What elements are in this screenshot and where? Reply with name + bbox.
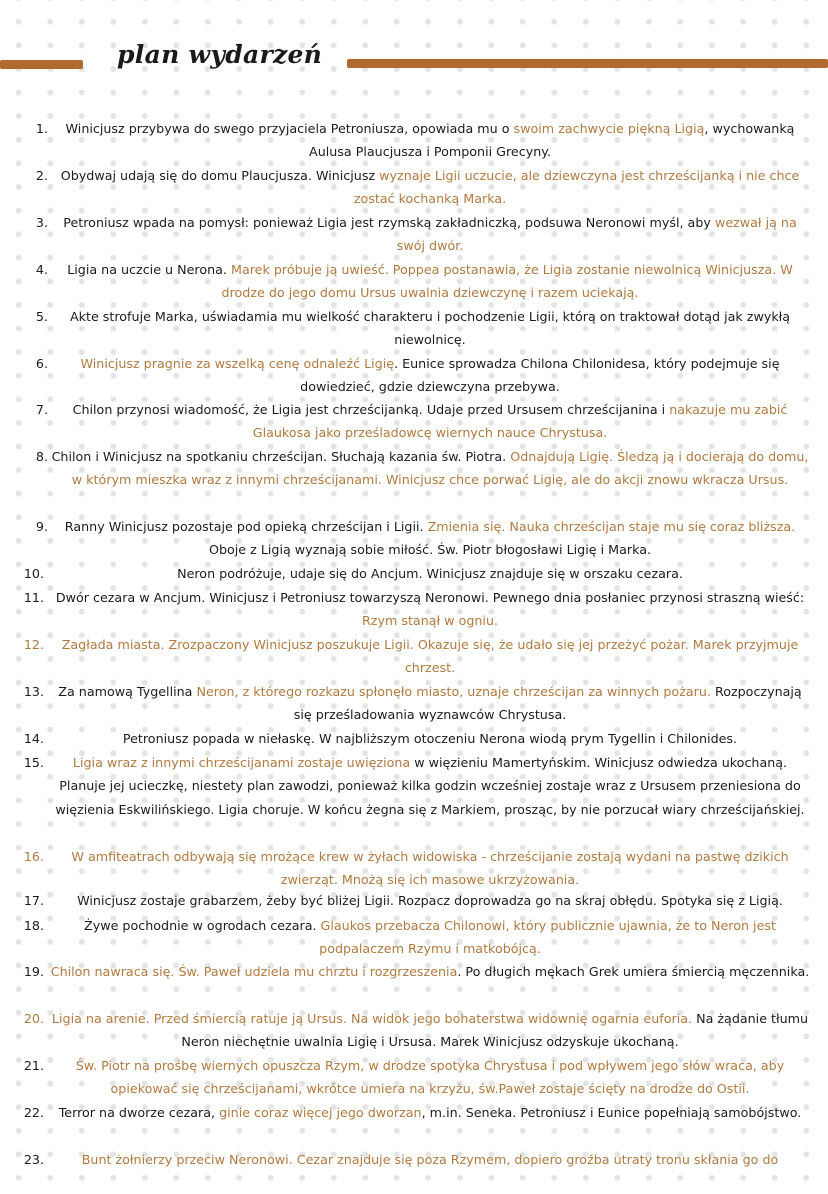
item-number: 4. [35,262,48,277]
highlighted-text: Odnajdują Ligię. Śledzą ją i docierają do domu, w którym mieszka wraz z innymi chrześcijanami. Winicjusz chce porwać Ligię, ale do akcji znowu wkracza Ursus. [71,449,809,488]
plain-text: Akte strofuje Marka, uświadamia mu wielkość charakteru i pochodzenie Ligii, którą on traktował dotąd jak zwykłą niewolnicę. [69,309,791,348]
list-item [0,258,828,304]
item-text [50,445,810,492]
item-number: 11. [23,590,44,605]
list-item [0,1101,828,1147]
item-number: 12. [23,637,44,652]
item-number: 22. [23,1105,44,1120]
highlighted-text: ginie coraz więcej jego dworzan [219,1105,422,1120]
highlighted-text: swoim zachwycie piękną Ligią [513,121,705,136]
item-number: 7. [35,402,48,417]
list-item [0,211,828,257]
item-text [50,960,810,983]
list-item [0,305,828,351]
highlighted-text: Winicjusz pragnie za wszelką cenę odnaleźć Ligię [80,356,395,371]
plain-text: Obydwaj udają się do domu Plaucjusza. Winicjusz [60,168,380,183]
list-item [0,633,828,679]
highlighted-text: Glaukos przebacza Chilonowi, który publicznie ujawnia, że to Neron jest podpalaczem Rzymu i matkobójcą. [319,918,776,957]
plain-text: Ligia na uczcie u Nerona. [67,262,231,277]
list-item [0,117,828,163]
item-number: 23. [23,1152,44,1167]
highlighted-text: Ligia wraz z innymi chrześcijanami zostaje uwięziona [72,755,411,770]
highlighted-text: Zmienia się. Nauka chrześcijan staje mu się coraz bliższa. [427,519,796,534]
highlighted-text: Rzym stanął w ogniu. [361,613,499,629]
highlighted-text: wezwał ją na swój dwór. [396,215,797,254]
item-text [50,1101,810,1124]
plain-text: Dwór cezara w Ancjum. Winicjusz i Petroniusz towarzyszą Neronowi. Pewnego dnia posłaniec przynosi straszną wieść: [55,590,805,605]
item-number: 21. [23,1058,44,1073]
plain-text: Winicjusz przybywa do swego przyjaciela Petroniusza, opowiada mu o [65,121,514,136]
item-number: 1. [35,121,48,136]
list-item [0,398,828,444]
item-number: 5. [35,309,48,324]
highlighted-text: wyznaje Ligii uczucie, ale dziewczyna jest chrześcijanką i nie chce zostać kochanką Marka. [353,168,800,207]
list-item [0,1007,828,1053]
item-number: 3. [35,215,48,230]
item-text [50,305,810,352]
item-text [50,680,810,727]
plain-text: Żywe pochodnie w ogrodach cezara. [84,918,321,933]
item-number: 16. [23,849,44,864]
list-item [0,586,828,632]
plain-text: , m.in. Seneka. Petroniusz i Eunice popełniają samobójstwo. [421,1105,802,1120]
plain-text: . Eunice sprowadza Chilona Chilonidesa, który podejmuje się dowiedzieć, gdzie dziewczyna przebywa. [300,356,780,395]
highlighted-text: Zagłada miasta. Zrozpaczony Winicjusz poszukuje Ligii. Okazuje się, że udało się jej przeżyć pożar. Marek przyjmuje chrzest. [61,637,799,676]
plain-text: Za namową Tygellina [58,684,197,699]
header-bar-right [347,59,828,68]
plain-text: Ranny Winicjusz pozostaje pod opieką chrześcijan i Ligii. [64,519,428,534]
list-item [0,1054,828,1100]
item-number: 17. [23,893,44,908]
item-text [50,633,810,680]
item-text [50,1007,810,1054]
highlighted-text: nakazuje mu zabić Glaukosa jako prześladowcę wiernych nauce Chrystusa. [252,402,788,441]
item-number: 19. [23,964,44,979]
plain-text: w więzieniu Mamertyńskim. Winicjusz odwiedza ukochaną. Planuje jej ucieczkę, niestety plan zawodzi, ponieważ kilka godzin wcześniej zostaje wraz z Ursusem przeniesiona do więzienia Eskwilińskiego. Ligia choruje. W końcu żegna się z Markiem, prosząc, by nie porzucał wiary chrześcijańskiej. [55,755,805,817]
item-text [50,352,810,399]
list-item [0,845,828,891]
item-number: 6. [35,356,48,371]
plain-text: Winicjusz zostaje grabarzem, żeby być bliżej Ligii. Rozpacz doprowadza go na skraj obłędu. Spotyka się z Ligią. [77,893,783,908]
item-number: 15. [23,755,44,770]
highlighted-text: Bunt żołnierzy przeciw Neronowi. Cezar znajduje się poza Rzymem, dopiero groźba utraty tronu skłania go do [81,1152,779,1167]
item-text [50,889,810,912]
highlighted-text: Chilon nawraca się. Św. Paweł udziela mu chrztu i rozgrzeszenia [50,964,458,979]
item-text [50,1054,810,1101]
item-text [50,914,810,961]
header-bar-left [0,60,83,69]
plain-text: Chilon i Winicjusz na spotkaniu chrześcijan. Słuchają kazania św. Piotra. [51,449,511,464]
plain-text: Terror na dworze cezara, [58,1105,220,1120]
highlighted-text: Neron, z którego rozkazu spłonęło miasto, uznaje chrześcijan za winnych pożaru. [196,684,711,699]
plain-text: Petroniusz popada w niełaskę. W najbliższym otoczeniu Nerona wiodą prym Tygellin i Chilonides. [122,731,738,746]
page-title: plan wydarzeń [117,40,323,69]
item-number: 13. [23,684,44,699]
highlighted-text: W amfiteatrach odbywają się mrożące krew w żyłach widowiska - chrześcijanie zostają wydani na pastwę dzikich zwierząt. Mnożą się ich masowe ukrzyżowania. [71,849,789,888]
plain-text: Chilon przynosi wiadomość, że Ligia jest chrześcijanką. Udaje przed Ursusem chrześcijanina i [72,402,670,417]
plain-text: Oboje z Ligią wyznają sobie miłość. Św. Piotr błogosławi Ligię i Marka. [208,542,652,558]
plain-text: Na żądanie tłumu Neron niechętnie uwalnia Ligię i Ursusa. Marek Winicjusz odzyskuje ukochaną. [181,1011,809,1050]
item-number: 10. [23,566,44,581]
item-text [50,515,810,562]
item-number: 8. [35,449,48,464]
list-item [0,960,828,1006]
item-text [50,398,810,445]
item-text [50,1148,810,1171]
list-item [0,751,828,817]
item-text [50,586,810,633]
item-number: 9. [35,519,48,534]
item-text [50,211,810,258]
list-item [0,1148,828,1194]
list-item [0,680,828,726]
item-text [50,258,810,305]
item-number: 18. [23,918,44,933]
item-number: 2. [35,168,48,183]
item-number: 14. [23,731,44,746]
plain-text: Neron podróżuje, udaje się do Ancjum. Winicjusz znajduje się w orszaku cezara. [177,566,683,581]
item-text [50,751,810,821]
item-number: 20. [23,1011,44,1026]
item-text [50,845,810,892]
highlighted-text: Ligia na arenie. Przed śmiercią ratuje ją Ursus. Na widok jego bohaterstwa widownię ogarnia euforia. [51,1011,693,1026]
item-text [50,562,810,585]
list-item [0,352,828,398]
highlighted-text: Marek próbuje ją uwieść. Poppea postanawia, że Ligia zostanie niewolnicą Winicjusza. W drodze do jego domu Ursus uwalnia dziewczynę i razem uciekają. [221,262,793,301]
plain-text: , wychowanką Aulusa Plaucjusza i Pomponii Grecyny. [309,121,795,160]
plain-text: Petroniusz wpada na pomysł: ponieważ Ligia jest rzymską zakładniczką, podsuwa Neronowi myśl, aby [63,215,715,230]
list-item [0,914,828,960]
highlighted-text: Św. Piotr na prośbę wiernych opuszcza Rzym, w drodze spotyka Chrystusa i pod wpływem jego słów wraca, aby opiekować się chrześcijanami, wkrótce umiera na krzyżu, św.Paweł zostaje ścięty na drodze do Ostii. [75,1058,785,1097]
plain-text: Rozpoczynają się prześladowania wyznawców Chrystusa. [293,684,802,723]
item-text [50,117,810,164]
list-item [0,445,828,491]
list-item [0,515,828,561]
plain-text: . Po długich mękach Grek umiera śmiercią męczennika. [457,964,810,979]
list-item [0,164,828,210]
item-text [50,727,810,750]
item-text [50,164,810,211]
